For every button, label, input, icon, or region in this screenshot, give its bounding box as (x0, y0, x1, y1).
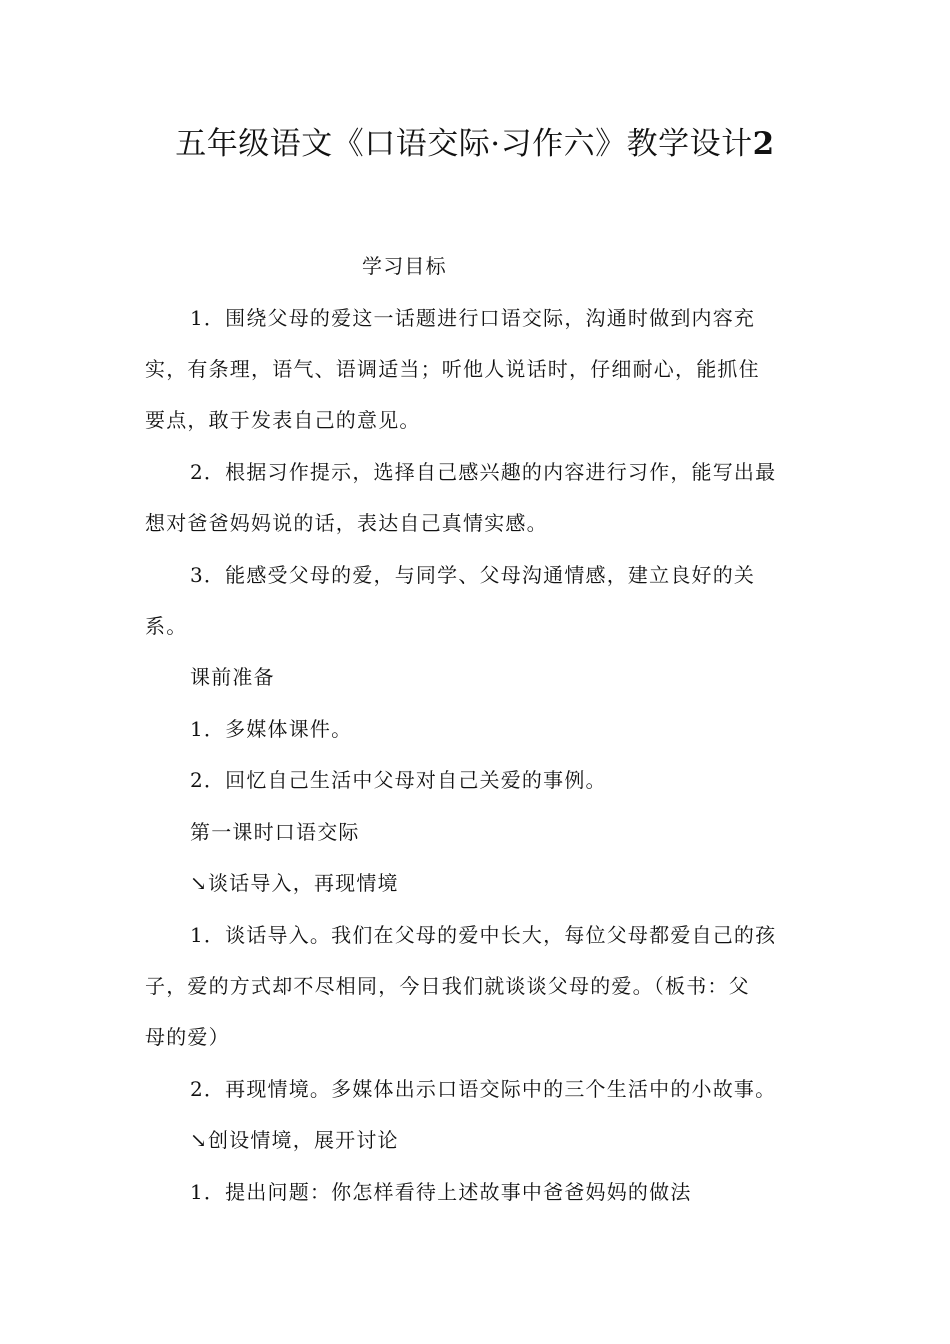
intro-step-1-line-3: 母的爱） (145, 1025, 230, 1049)
document-title (0, 122, 950, 166)
section-heading-preparation: 课前准备 (190, 665, 275, 689)
objective-1-line-3: 要点，敢于发表自己的意见。 (145, 408, 421, 432)
title-text: 五年级语文《口语交际·习作六》教学设计 (175, 126, 753, 162)
intro-step-1-line-2: 子，爱的方式却不尽相同，今日我们就谈谈父母的爱。（板书：父 (145, 974, 750, 998)
subheading-introduction: ↘谈话导入，再现情境 (190, 871, 399, 895)
section-heading-objectives: 学习目标 (362, 254, 447, 278)
section-heading-lesson-1: 第一课时口语交际 (190, 820, 360, 844)
objective-2-line-1: 2．根据习作提示，选择自己感兴趣的内容进行习作，能写出最 (190, 460, 777, 484)
preparation-item-1: 1．多媒体课件。 (190, 717, 353, 741)
objective-2-line-2: 想对爸爸妈妈说的话，表达自己真情实感。 (145, 511, 548, 535)
objective-1-line-1: 1．围绕父母的爱这一话题进行口语交际，沟通时做到内容充 (190, 306, 756, 330)
discussion-step-1: 1．提出问题：你怎样看待上述故事中爸爸妈妈的做法 (190, 1180, 692, 1204)
intro-step-2: 2．再现情境。多媒体出示口语交际中的三个生活中的小故事。 (190, 1077, 777, 1101)
intro-step-1-line-1: 1．谈话导入。我们在父母的爱中长大，每位父母都爱自己的孩 (190, 923, 777, 947)
objective-3-line-2: 系。 (145, 614, 188, 638)
title-number: 2 (752, 126, 775, 162)
preparation-item-2: 2．回忆自己生活中父母对自己关爱的事例。 (190, 768, 607, 792)
objective-3-line-1: 3．能感受父母的爱，与同学、父母沟通情感，建立良好的关 (190, 563, 756, 587)
subheading-discussion: ↘创设情境，展开讨论 (190, 1128, 399, 1152)
objective-1-line-2: 实，有条理，语气、语调适当；听他人说话时，仔细耐心，能抓住 (145, 357, 760, 381)
